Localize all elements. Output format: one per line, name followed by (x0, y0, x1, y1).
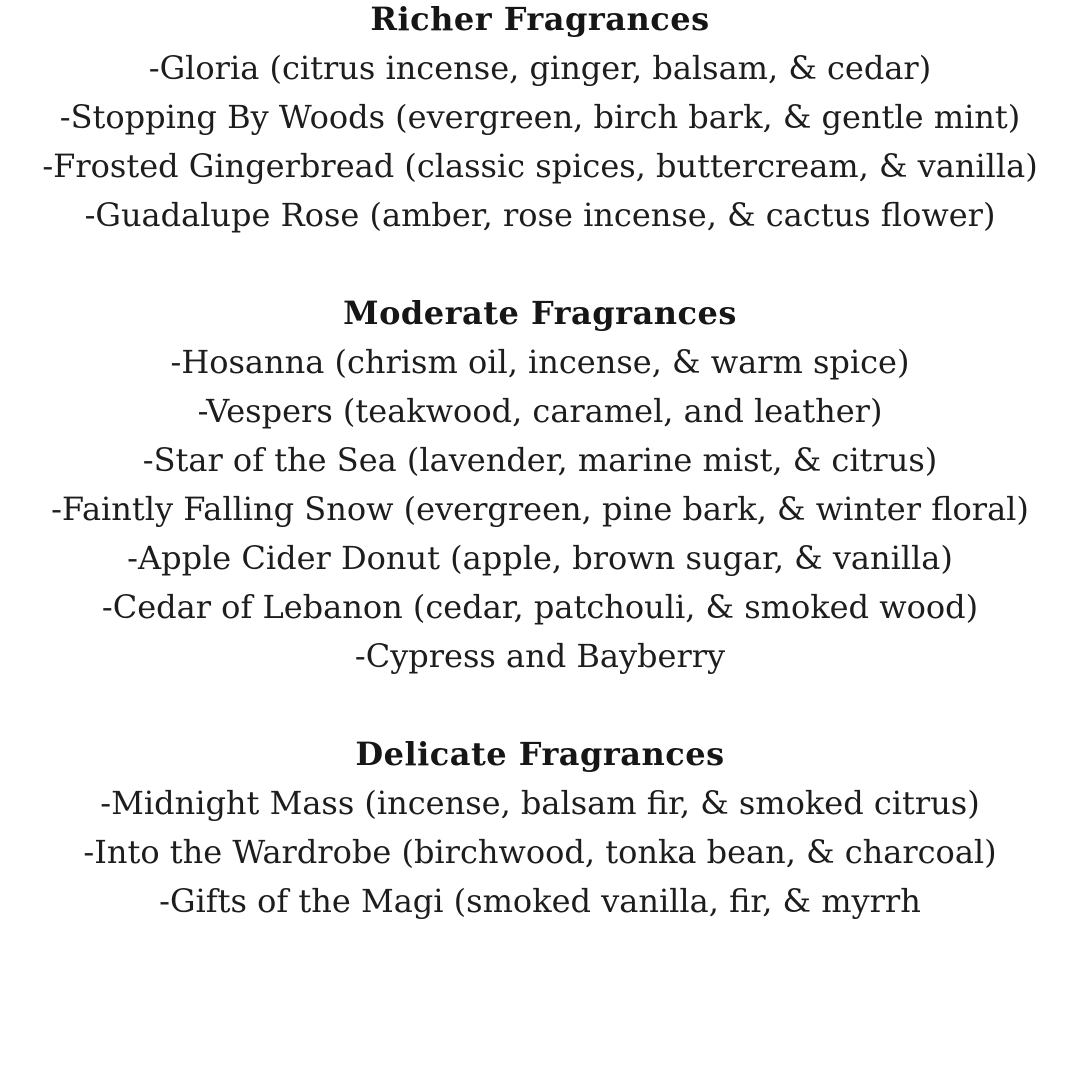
section-moderate-fragrances (0, 289, 1080, 681)
fragrance-item-guadalupe-rose: -Guadalupe Rose (amber, rose incense, & cactus flower) (84, 196, 996, 234)
fragrance-item-cedar-of-lebanon: -Cedar of Lebanon (cedar, patchouli, & smoked wood) (101, 588, 979, 626)
fragrance-item-faintly-falling-snow: -Faintly Falling Snow (evergreen, pine bark, & winter floral) (51, 490, 1029, 528)
fragrance-item-cypress-and-bayberry: -Cypress and Bayberry (354, 637, 726, 675)
fragrance-item-stopping-by-woods: -Stopping By Woods (evergreen, birch bark, & gentle mint) (59, 98, 1021, 136)
fragrance-item-star-of-the-sea: -Star of the Sea (lavender, marine mist, & citrus) (142, 441, 938, 479)
section-heading-delicate: Delicate Fragrances (355, 735, 725, 773)
fragrance-item-into-the-wardrobe: -Into the Wardrobe (birchwood, tonka bean, & charcoal) (83, 833, 997, 871)
fragrance-item-gifts-of-the-magi: -Gifts of the Magi (smoked vanilla, fir, & myrrh (159, 882, 921, 920)
fragrance-item-apple-cider-donut: -Apple Cider Donut (apple, brown sugar, & vanilla) (127, 539, 953, 577)
fragrance-item-frosted-gingerbread: -Frosted Gingerbread (classic spices, buttercream, & vanilla) (42, 147, 1038, 185)
fragrance-item-gloria: -Gloria (citrus incense, ginger, balsam, & cedar) (148, 49, 932, 87)
section-delicate-fragrances (0, 730, 1080, 926)
section-richer-fragrances (0, 0, 1080, 240)
fragrance-item-vespers: -Vespers (teakwood, caramel, and leather) (197, 392, 883, 430)
section-heading-richer: Richer Fragrances (370, 0, 710, 38)
section-heading-moderate: Moderate Fragrances (343, 294, 737, 332)
fragrance-item-hosanna: -Hosanna (chrism oil, incense, & warm spice) (170, 343, 910, 381)
fragrance-item-midnight-mass: -Midnight Mass (incense, balsam fir, & smoked citrus) (100, 784, 980, 822)
